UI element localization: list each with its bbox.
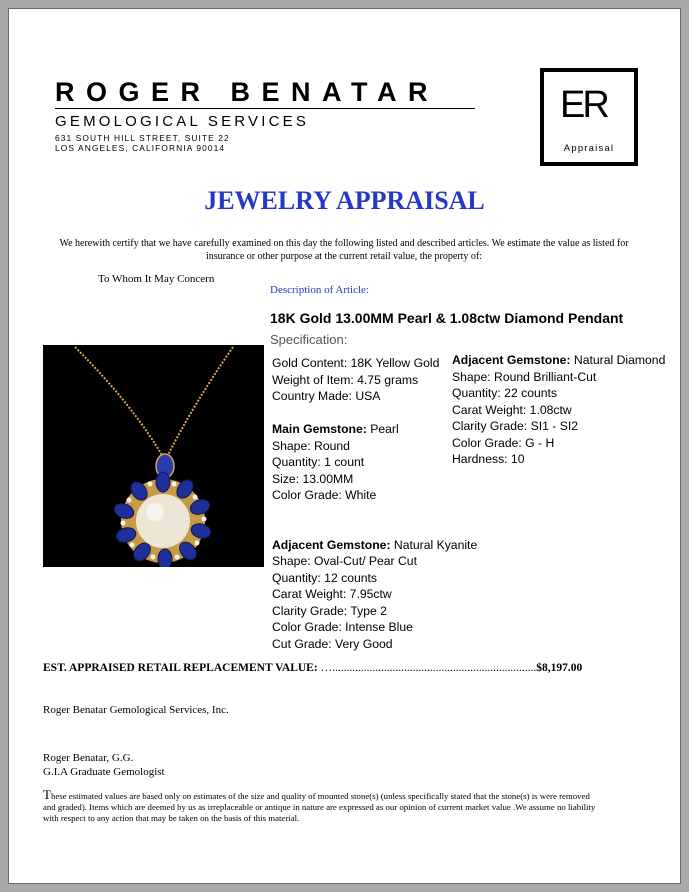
pearl-shape: Shape: Round — [272, 438, 350, 453]
gold-content: Gold Content: 18K Yellow Gold — [272, 356, 440, 370]
pearl-color: Color Grade: White — [272, 488, 377, 502]
diamond-shape: Shape: Round Brilliant-Cut — [452, 369, 597, 384]
company-name: Roger Benatar Gemological Services, Inc. — [43, 704, 229, 716]
specification-label: Specification: — [270, 332, 348, 347]
kyanite-label: Adjacent Gemstone: — [272, 537, 391, 552]
country-made: Country Made: USA — [272, 389, 381, 403]
signer-name: Roger Benatar, G.G. — [43, 752, 134, 764]
description-label: Description of Article: — [270, 284, 369, 296]
disclaimer — [43, 789, 603, 824]
address-line-1: 631 SOUTH HILL STREET, SUITE 22 — [55, 133, 230, 143]
certification-statement: We herewith certify that we have carefully examined on this day the following listed and described articles. We estimate the value as listed for insurance or other purpose at the current retail value, the property of: — [59, 238, 629, 262]
pearl-quantity: Quantity: 1 count — [272, 455, 365, 469]
kyanite-carat: Carat Weight: 7.95ctw — [272, 587, 392, 601]
article-title: 18K Gold 13.00MM Pearl & 1.08ctw Diamond Pendant — [270, 310, 624, 326]
kyanite-quantity: Quantity: 12 counts — [272, 570, 378, 585]
kyanite-shape: Shape: Oval-Cut/ Pear Cut — [272, 554, 417, 568]
document-title: JEWELRY APPRAISAL — [204, 186, 485, 215]
diamond-quantity: Quantity: 22 counts — [452, 386, 558, 400]
disclaimer-initial: T — [43, 787, 51, 802]
main-gemstone-value: Pearl — [366, 422, 399, 436]
pendant-image — [43, 345, 264, 567]
disclaimer-text: hese estimated values are based only on estimates of the size and quality of mounted stone(s) (unless specifically stated that the stone(s) is were removed and graded). Items which are deemed by us as irreplaceable or antique in nature are expressed as our opinion of current market value .We assume no liability with respect to any action that may be taken on the basis of this material. — [43, 791, 596, 823]
appraisal-logo — [540, 68, 638, 166]
diamond-value: Natural Diamond — [570, 353, 666, 367]
kyanite-clarity: Clarity Grade: Type 2 — [272, 603, 387, 618]
spec-left-column — [272, 355, 477, 652]
pendant-photo — [43, 345, 264, 567]
signer-title: G.I.A Graduate Gemologist — [43, 766, 165, 778]
diamond-carat: Carat Weight: 1.08ctw — [452, 402, 572, 417]
brand-divider — [55, 108, 475, 109]
recipient: To Whom It May Concern — [98, 273, 215, 285]
kyanite-color: Color Grade: Intense Blue — [272, 620, 413, 634]
appraised-value-label: EST. APPRAISED RETAIL REPLACEMENT VALUE: — [43, 662, 318, 674]
diamond-color: Color Grade: G - H — [452, 435, 555, 450]
appraised-value-amount: $8,197.00 — [536, 662, 583, 674]
diamond-label: Adjacent Gemstone: — [452, 353, 571, 367]
company-subtitle: GEMOLOGICAL SERVICES — [55, 113, 310, 130]
kyanite-cut: Cut Grade: Very Good — [272, 636, 393, 651]
logo-monogram: ER — [560, 84, 607, 126]
kyanite-value: Natural Kyanite — [390, 537, 478, 552]
spec-right-column — [452, 352, 665, 468]
pearl-size: Size: 13.00MM — [272, 471, 354, 486]
address-line-2: LOS ANGELES, CALIFORNIA 90014 — [55, 143, 226, 153]
company-brand-name: ROGER BENATAR — [55, 77, 439, 107]
logo-caption: Appraisal — [563, 143, 615, 154]
appraised-value-line — [43, 662, 582, 674]
item-weight: Weight of Item: 4.75 grams — [272, 372, 419, 387]
main-gemstone-label: Main Gemstone: — [272, 422, 367, 436]
diamond-clarity: Clarity Grade: SI1 - SI2 — [452, 419, 578, 433]
diamond-hardness: Hardness: 10 — [452, 452, 525, 466]
appraised-value-leader: …....................................................................... — [317, 662, 537, 674]
